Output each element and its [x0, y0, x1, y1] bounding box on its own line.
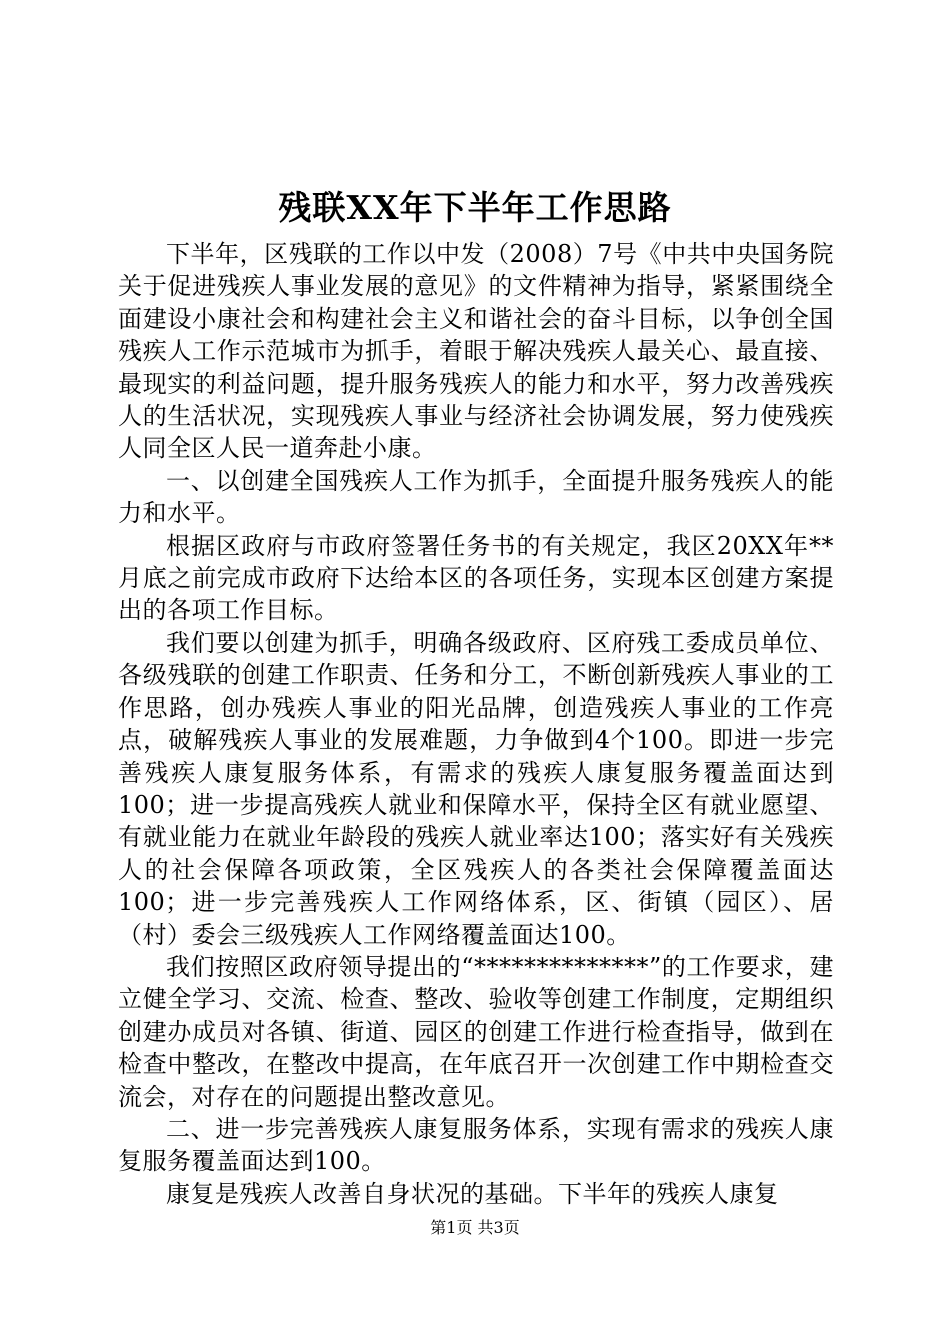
document-title: 残联XX年下半年工作思路 — [278, 188, 672, 227]
paragraph: 一、以创建全国残疾人工作为抓手，全面提升服务残疾人的能力和水平。 — [118, 466, 834, 528]
page-footer: 第1页 共3页 — [430, 1218, 520, 1237]
paragraph: 根据区政府与市政府签署任务书的有关规定，我区20XX年**月底之前完成市政府下达给本区的各项任务，实现本区创建方案提出的各项工作目标。 — [118, 531, 834, 625]
paragraph: 下半年，区残联的工作以中发（2008）7号《中共中央国务院关于促进残疾人事业发展的意见》的文件精神为指导，紧紧围绕全面建设小康社会和构建社会主义和谐社会的奋斗目标，以争创全国残疾人工作示范城市为抓手，着眼于解决残疾人最关心、最直接、最现实的利益问题，提升服务残疾人的能力和水平，努力改善残疾人的生活状况，实现残疾人事业与经济社会协调发展，努力使残疾人同全区人民一道奔赴小康。 — [118, 240, 834, 463]
document-body — [118, 238, 834, 1210]
paragraph: 康复是残疾人改善自身状况的基础。下半年的残疾人康复 — [166, 1179, 779, 1208]
paragraph: 我们按照区政府领导提出的“**************”的工作要求，建立健全学习、交流、检查、整改、验收等创建工作制度，定期组织创建办成员对各镇、街道、园区的创建工作进行检查指导，做到在检查中整改，在整改中提高，在年底召开一次创建工作中期检查交流会，对存在的问题提出整改意见。 — [118, 952, 834, 1111]
paragraph: 二、进一步完善残疾人康复服务体系，实现有需求的残疾人康复服务覆盖面达到100。 — [118, 1114, 834, 1176]
paragraph: 我们要以创建为抓手，明确各级政府、区府残工委成员单位、各级残联的创建工作职责、任务和分工，不断创新残疾人事业的工作思路，创办残疾人事业的阳光品牌，创造残疾人事业的工作亮点，破解残疾人事业的发展难题，力争做到4个100。即进一步完善残疾人康复服务体系，有需求的残疾人康复服务覆盖面达到100；进一步提高残疾人就业和保障水平，保持全区有就业愿望、有就业能力在就业年龄段的残疾人就业率达100；落实好有关残疾人的社会保障各项政策，全区残疾人的各类社会保障覆盖面达100；进一步完善残疾人工作网络体系，区、街镇（园区）、居（村）委会三级残疾人工作网络覆盖面达100。 — [118, 628, 834, 949]
